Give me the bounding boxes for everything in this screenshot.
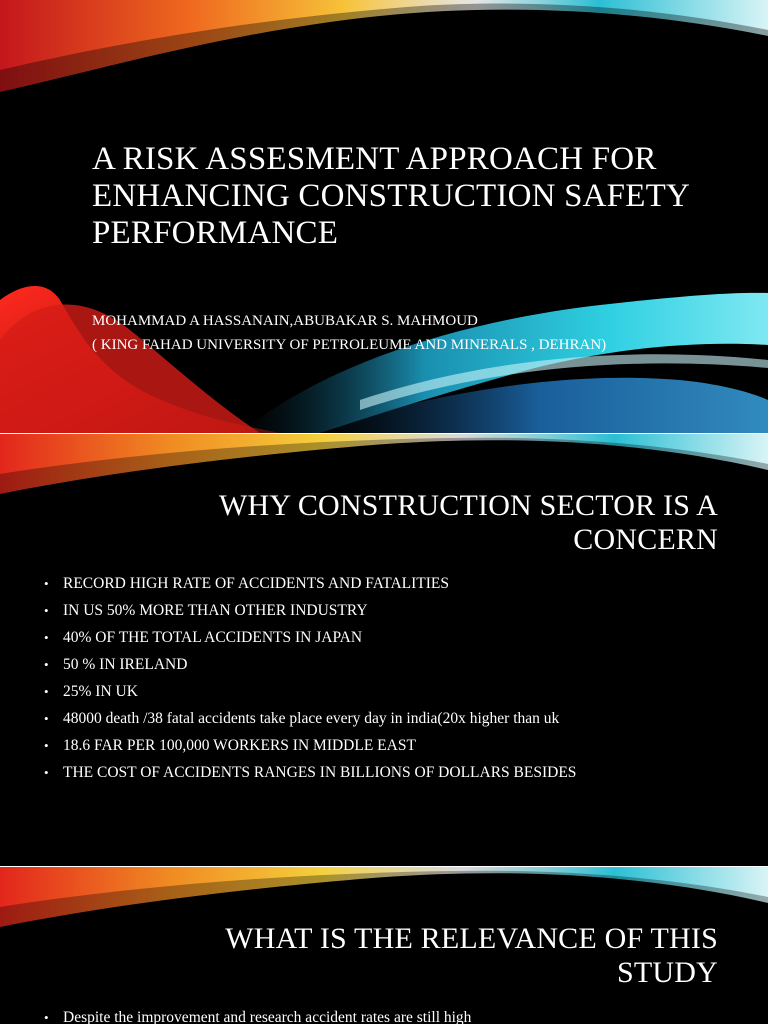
authors-line: MOHAMMAD A HASSANAIN,ABUBAKAR S. MAHMOUD	[92, 313, 478, 329]
bullet-icon: •	[44, 657, 49, 672]
bullet-icon: •	[44, 576, 49, 591]
list-item: • 18.6 FAR PER 100,000 WORKERS IN MIDDLE EAST	[44, 732, 576, 759]
list-item: • IN US 50% MORE THAN OTHER INDUSTRY	[44, 597, 576, 624]
list-item: • 50 % IN IRELAND	[44, 651, 576, 678]
affiliation-line: ( KING FAHAD UNIVERSITY OF PETROLEUME AND MINERALS , DEHRAN)	[92, 337, 607, 353]
slide-title: A RISK ASSESMENT APPROACH FOR ENHANCING CONSTRUCTION SAFETY PERFORMANCE	[92, 141, 689, 251]
slide-subtitle	[92, 309, 606, 357]
list-item: • 48000 death /38 fatal accidents take place every day in india(20x higher than uk	[44, 705, 576, 732]
bullet-icon: •	[44, 765, 49, 780]
bullet-icon: •	[44, 684, 49, 699]
bullet-list	[44, 1004, 471, 1024]
list-item: • THE COST OF ACCIDENTS RANGES IN BILLIONS OF DOLLARS BESIDES	[44, 759, 576, 786]
list-item: • Despite the improvement and research accident rates are still high	[44, 1004, 471, 1024]
list-item: • 25% IN UK	[44, 678, 576, 705]
list-item: • 40% OF THE TOTAL ACCIDENTS IN JAPAN	[44, 624, 576, 651]
bullet-icon: •	[44, 711, 49, 726]
content-slide-relevance	[0, 867, 768, 1024]
bullet-icon: •	[44, 630, 49, 645]
bullet-icon: •	[44, 603, 49, 618]
bullet-icon: •	[44, 738, 49, 753]
bullet-list	[44, 570, 576, 786]
content-slide-concern	[0, 434, 768, 866]
bullet-icon: •	[44, 1010, 49, 1024]
slide-title: WHAT IS THE RELEVANCE OF THIS STUDY	[225, 922, 718, 989]
slide-title: WHY CONSTRUCTION SECTOR IS A CONCERN	[219, 489, 718, 556]
title-slide	[0, 0, 768, 433]
list-item: • RECORD HIGH RATE OF ACCIDENTS AND FATALITIES	[44, 570, 576, 597]
